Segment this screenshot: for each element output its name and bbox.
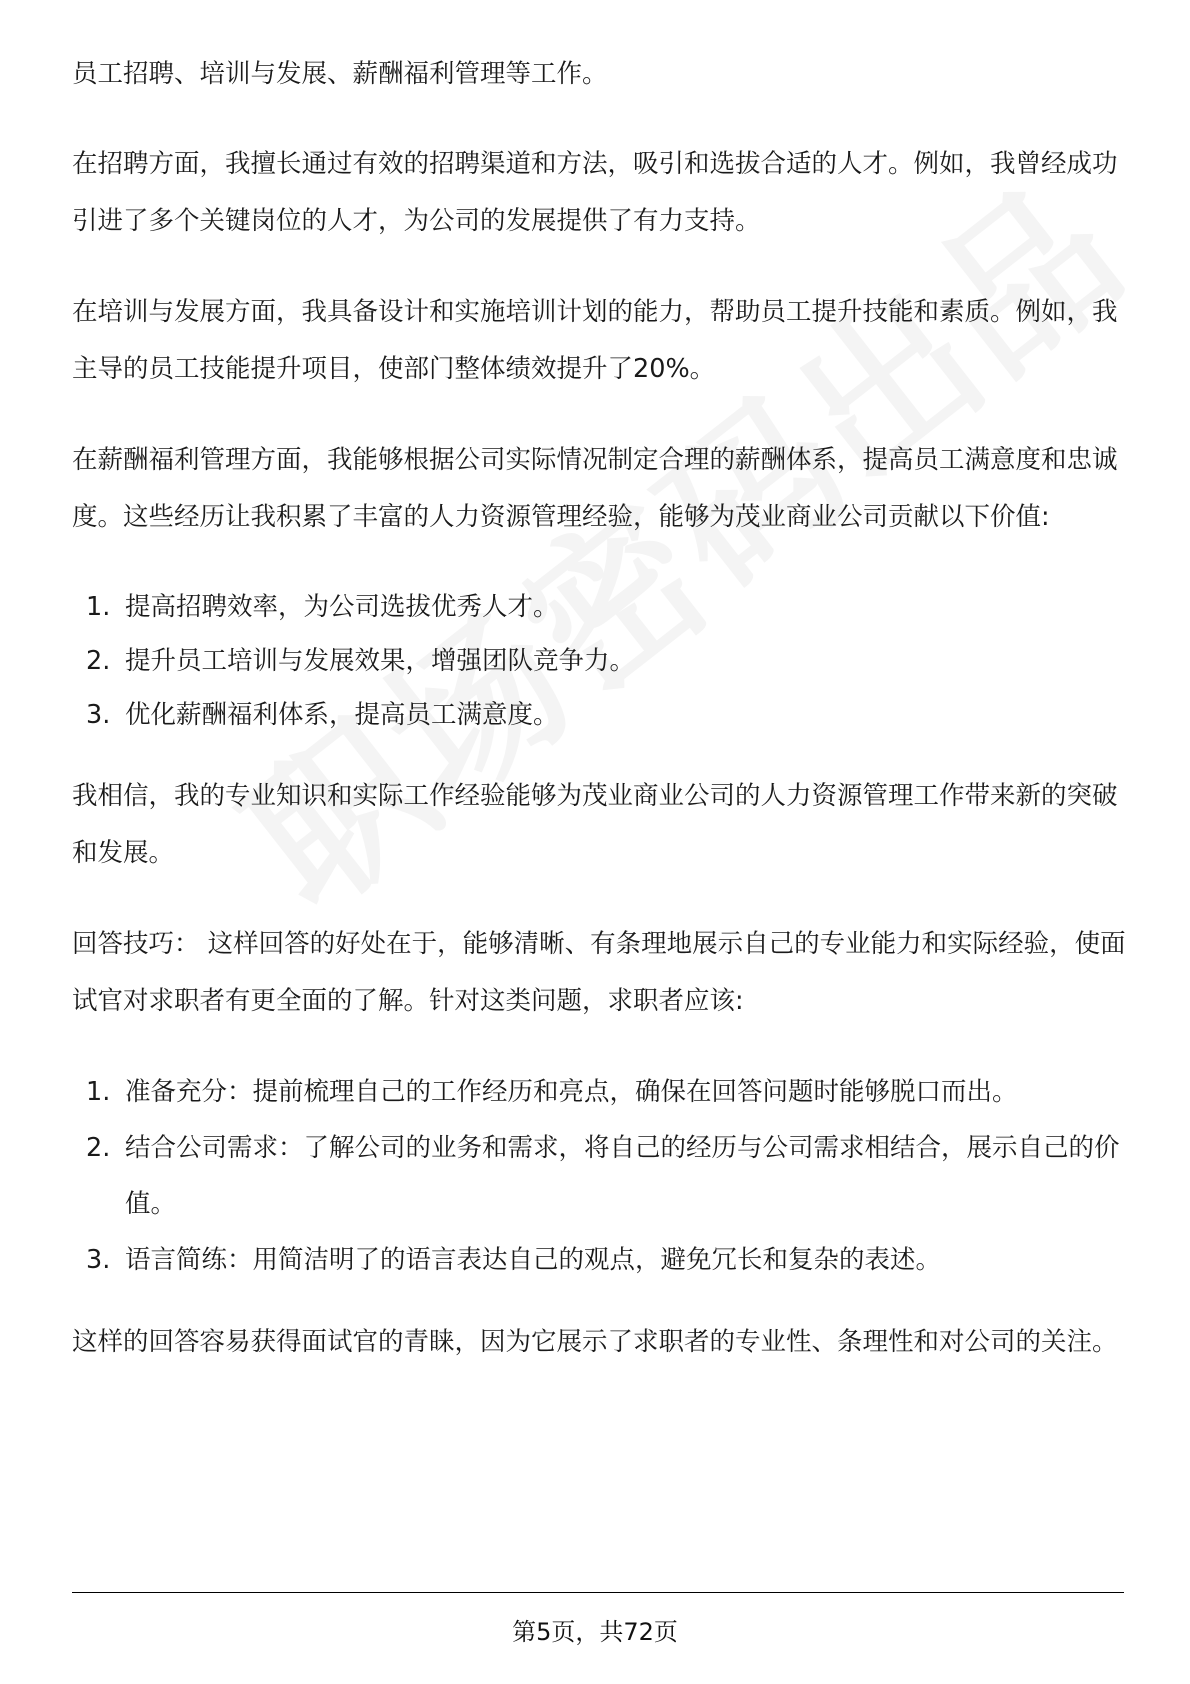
footer-divider xyxy=(72,1592,1124,1593)
paragraph-answer-tips: 回答技巧： 这样回答的好处在于，能够清晰、有条理地展示自己的专业能力和实际经验，使面试官对求职者有更全面的了解。针对这类问题，求职者应该: xyxy=(72,929,1126,1016)
list-item-number: 2. xyxy=(86,1133,111,1163)
list-item-number: 1. xyxy=(86,1077,111,1107)
paragraph-intro-tail: 员工招聘、培训与发展、薪酬福利管理等工作。 xyxy=(72,59,608,89)
list-item xyxy=(72,580,1125,634)
tips-list xyxy=(72,1064,1132,1288)
list-item xyxy=(72,688,1125,742)
list-item-number: 3. xyxy=(86,700,111,730)
paragraph-recruitment: 在招聘方面，我擅长通过有效的招聘渠道和方法，吸引和选拔合适的人才。例如，我曾经成功引进了多个关键岗位的人才，为公司的发展提供了有力支持。 xyxy=(72,149,1118,236)
page-number: 第5页，共72页 xyxy=(512,1618,678,1646)
list-item-number: 3. xyxy=(86,1245,111,1275)
value-list xyxy=(72,580,1132,742)
list-item-text: 优化薪酬福利体系，提高员工满意度。 xyxy=(125,700,559,730)
list-item-number: 2. xyxy=(86,646,111,676)
page-content xyxy=(72,46,1132,1405)
list-item xyxy=(72,1120,1125,1232)
paragraph-training: 在培训与发展方面，我具备设计和实施培训计划的能力，帮助员工提升技能和素质。例如，我主导的员工技能提升项目，使部门整体绩效提升了20%。 xyxy=(72,297,1118,384)
list-item-text: 结合公司需求：了解公司的业务和需求，将自己的经历与公司需求相结合，展示自己的价值。 xyxy=(125,1133,1120,1219)
list-item xyxy=(72,1232,1125,1288)
paragraph-conclusion: 这样的回答容易获得面试官的青睐，因为它展示了求职者的专业性、条理性和对公司的关注。 xyxy=(72,1327,1118,1357)
list-item xyxy=(72,1064,1125,1120)
paragraph-compensation: 在薪酬福利管理方面，我能够根据公司实际情况制定合理的薪酬体系，提高员工满意度和忠诚度。这些经历让我积累了丰富的人力资源管理经验，能够为茂业商业公司贡献以下价值: xyxy=(72,445,1118,532)
list-item-text: 语言简练：用简洁明了的语言表达自己的观点，避免冗长和复杂的表述。 xyxy=(125,1245,942,1275)
list-item-text: 提高招聘效率，为公司选拔优秀人才。 xyxy=(125,592,559,622)
list-item-text: 提升员工培训与发展效果，增强团队竞争力。 xyxy=(125,646,636,676)
list-item-number: 1. xyxy=(86,592,111,622)
list-item xyxy=(72,634,1125,688)
paragraph-belief: 我相信，我的专业知识和实际工作经验能够为茂业商业公司的人力资源管理工作带来新的突破和发展。 xyxy=(72,781,1118,868)
list-item-text: 准备充分：提前梳理自己的工作经历和亮点，确保在回答问题时能够脱口而出。 xyxy=(125,1077,1018,1107)
